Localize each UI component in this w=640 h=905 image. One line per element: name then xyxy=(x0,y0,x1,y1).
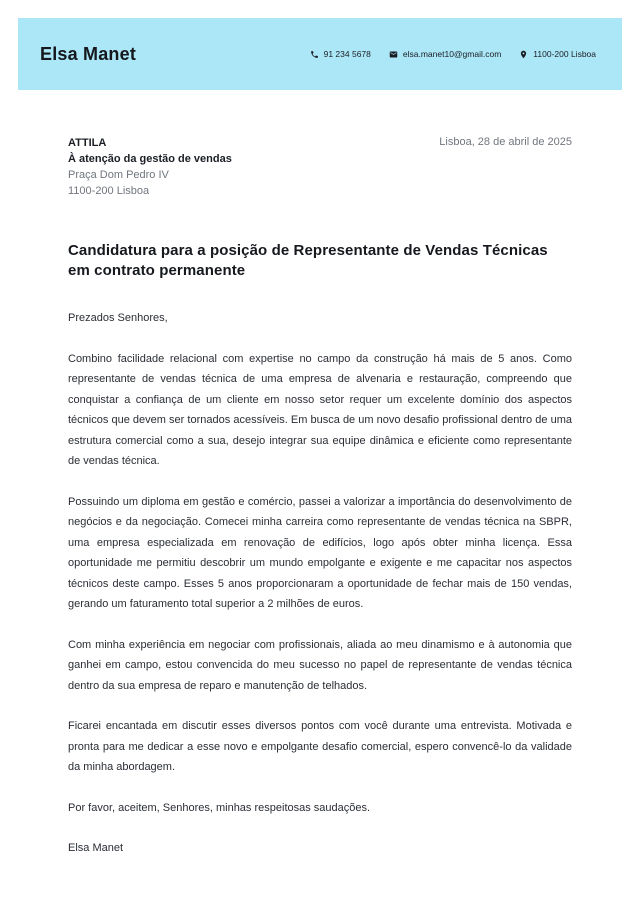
contact-info xyxy=(310,49,596,59)
recipient-company: ATTILA xyxy=(68,137,107,149)
phone-number: 91 234 5678 xyxy=(323,49,371,59)
header-band xyxy=(18,18,622,90)
body-paragraph: Ficarei encantada em discutir esses diversos pontos com você durante uma entrevista. Motivada e pronta para me dedicar a esse novo e empolgante desafio comercial, espero convencê-lo da validade da minha abordagem. xyxy=(68,720,572,773)
envelope-icon xyxy=(389,50,398,59)
location-text: 1100-200 Lisboa xyxy=(533,49,596,59)
recipient-block xyxy=(68,135,232,199)
body-paragraph: Combino facilidade relacional com expertise no campo da construção há mais de 5 anos. Como representante de vendas técnica de uma empresa de alvenaria e restauração, compreendo que conquistar a confiança de um cliente em nosso setor requer um excelente domínio dos aspectos técnicos que devem ser tornados acessíveis. Em busca de um novo desafio profissional dentro de uma estrutura comercial como a sua, desejo integrar sua equipe dinâmica e eficiente como representante de vendas técnica. xyxy=(68,352,572,467)
signature-name: Elsa Manet xyxy=(68,842,124,854)
subject-heading: Candidatura para a posição de Representante de Vendas Técnicas em contrato permanente xyxy=(68,242,548,279)
phone-contact xyxy=(310,49,371,59)
body-paragraphs xyxy=(68,349,572,778)
phone-icon xyxy=(310,50,319,59)
letter-content xyxy=(0,90,640,859)
recipient-address-line1: Praça Dom Pedro IV xyxy=(68,169,169,181)
address-date-row xyxy=(68,135,572,199)
letter-body xyxy=(68,308,572,859)
body-paragraph: Com minha experiência em negociar com profissionais, aliada ao meu dinamismo e à autonomia que ganhei em campo, estou convencida do meu sucesso no papel de representante de vendas técnica dentro da sua empresa de reparo e manutenção de telhados. xyxy=(68,638,572,692)
salutation: Prezados Senhores, xyxy=(68,312,168,324)
email-address: elsa.manet10@gmail.com xyxy=(402,49,502,59)
recipient-attention: À atenção da gestão de vendas xyxy=(68,153,232,165)
location-contact xyxy=(519,49,596,59)
header-wrapper xyxy=(0,0,640,90)
map-pin-icon xyxy=(519,50,528,59)
applicant-name: Elsa Manet xyxy=(40,43,137,64)
email-contact xyxy=(389,49,501,59)
letter-date: Lisboa, 28 de abril de 2025 xyxy=(439,136,572,148)
closing-line: Por favor, aceitem, Senhores, minhas respeitosas saudações. xyxy=(68,801,371,814)
recipient-address-line2: 1100-200 Lisboa xyxy=(68,185,150,197)
body-paragraph: Possuindo um diploma em gestão e comércio, passei a valorizar a importância do desenvolvimento de negócios e da negociação. Comecei minha carreira como representante de vendas técnica na SBPR, uma empresa especializada em renovação de edifícios, logo após obter minha licença. Essa oportunidade me permitiu descobrir um mundo empolgante e exigente e me capacitar nos aspectos técnicos deste campo. Esses 5 anos proporcionaram a oportunidade de fechar mais de 150 vendas, gerando um faturamento total superior a 2 milhões de euros. xyxy=(68,495,572,610)
